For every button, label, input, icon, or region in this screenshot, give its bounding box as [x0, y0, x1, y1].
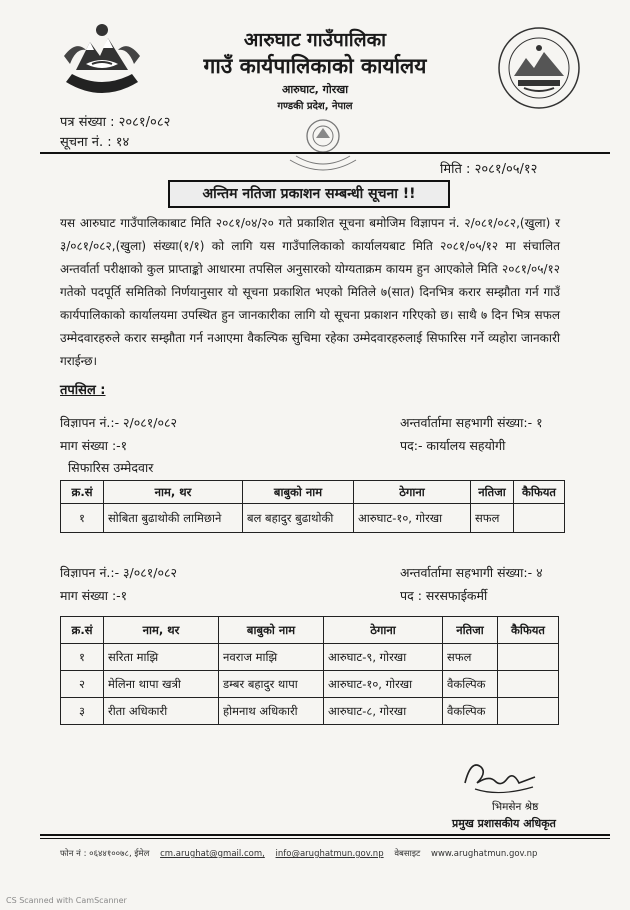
footer-email-2[interactable]: info@arughatmun.gov.np [275, 849, 384, 859]
table-row: १ सोबिता बुढाथोकी लामिछाने बल बहादुर बुढाथोकी आरुघाट-१०, गोरखा सफल [61, 504, 565, 533]
ad2-participants: अन्तर्वार्तामा सहभागी संख्या:- ४ [400, 565, 543, 580]
notice-body: यस आरुघाट गाउँपालिकाबाट मिति २०८१/०४/२० गते प्रकाशित सूचना बमोजिम विज्ञापन नं. २/०८१/०८२,(खुला) र ३/०८१/०८२,(खुला) संख्या(१/१) को लागि यस गाउँपालिकाको कार्यालयबाट मिति २०८१/०५/१२ मा संचालित अन्तर्वार्ता परीक्षाको कुल प्राप्ताङ्को आधारमा तपसिल अनुसारको योग्यताक्रम कायम हुन आएकोले मिति २०८१/०५/१२ गतेको पदपूर्ति समितिको निर्णयानुसार यो सूचना प्रकाशित भएको मितिले ७(सात) दिनभित्र करार सम्झौता गर्न गाउँ कार्यपालिकाको कार्यालयमा उपस्थित हुन जानकारीका लागि यो सूचना प्रकाशन गरिएको छ। साथै ७ दिन भित्र सफल उम्मेदवारहरुले करार सम्झौता गर्न नआएमा वैकल्पिक सुचिमा रहेका उम्मेदवारहरुलाई सिफारिस गर्ने व्यहोरा जानकारी गराईन्छ। [60, 216, 560, 368]
footer-website[interactable]: www.arughatmun.gov.np [431, 849, 538, 859]
ad1-post: पद:- कार्यालय सहयोगी [400, 438, 506, 453]
signatory-name: भिमसेन श्रेष्ठ [492, 801, 539, 813]
office-name: गाउँ कार्यपालिकाको कार्यालय [203, 54, 427, 78]
details-heading: तपसिल : [60, 383, 106, 398]
ad2-demand: माग संख्या :-१ [60, 588, 128, 603]
ad2-table [60, 616, 559, 725]
col-serial: क्र.सं [61, 481, 104, 504]
signatory-title: प्रमुख प्रशासकीय अधिकृत [452, 817, 556, 830]
notice-date: मिति : २०८१/०५/१२ [440, 162, 538, 177]
table-row: ३ रीता अधिकारी होमनाथ अधिकारी आरुघाट-८, गोरखा वैकल्पिक [61, 698, 559, 725]
footer-contact [60, 848, 600, 859]
col-remarks: कैफियत [498, 617, 559, 644]
ad2-post: पद : सरसफाईकर्मी [400, 588, 488, 603]
col-address: ठेगाना [354, 481, 471, 504]
table-header-row [61, 617, 559, 644]
notice-title: अन्तिम नतिजा प्रकाशन सम्बन्धी सूचना !! [168, 180, 450, 208]
col-result: नतिजा [443, 617, 498, 644]
table-header-row [61, 481, 565, 504]
col-serial: क्र.सं [61, 617, 104, 644]
municipality-name: आरुघाट गाउँपालिका [243, 29, 387, 51]
province-name: गण्डकी प्रदेश, नेपाल [277, 101, 353, 112]
office-stamp-icon [282, 114, 364, 178]
ad1-participants: अन्तर्वार्तामा सहभागी संख्या:- १ [400, 415, 543, 430]
signature-icon [455, 753, 545, 801]
col-remarks: कैफियत [514, 481, 565, 504]
municipality-logo-icon [496, 24, 582, 112]
scanner-watermark: CS Scanned with CamScanner [6, 896, 127, 905]
footer-email-1[interactable]: cm.arughat@gmail.com, [160, 849, 265, 859]
ad1-number: विज्ञापन नं.:- २/०८१/०८२ [60, 415, 177, 430]
ad1-table [60, 480, 565, 533]
recommended-label: सिफारिस उम्मेदवार [68, 460, 154, 475]
col-father: बाबुको नाम [243, 481, 354, 504]
ad1-demand: माग संख्या :-१ [60, 438, 128, 453]
ad2-number: विज्ञापन नं.:- ३/०८१/०८२ [60, 565, 177, 580]
footer-divider [40, 834, 610, 836]
office-address: आरुघाट, गोरखा [281, 83, 349, 96]
reference-number: पत्र संख्या : २०८१/०८२ [60, 115, 171, 130]
table-row: २ मेलिना थापा खत्री डम्बर बहादुर थापा आरुघाट-१०, गोरखा वैकल्पिक [61, 671, 559, 698]
header-divider [40, 152, 610, 154]
col-result: नतिजा [471, 481, 514, 504]
notice-number: सूचना नं. : १४ [60, 135, 130, 150]
col-name: नाम, थर [104, 617, 219, 644]
footer-divider-thin [40, 838, 610, 839]
col-name: नाम, थर [104, 481, 243, 504]
col-address: ठेगाना [324, 617, 443, 644]
footer-phone: फोन नं : ०६४४१००७८, ईमेल [60, 849, 150, 859]
table-row: १ सरिता माझि नवराज माझि आरुघाट-९, गोरखा सफल [61, 644, 559, 671]
col-father: बाबुको नाम [219, 617, 324, 644]
footer-website-label: वेबसाइट [394, 849, 421, 859]
